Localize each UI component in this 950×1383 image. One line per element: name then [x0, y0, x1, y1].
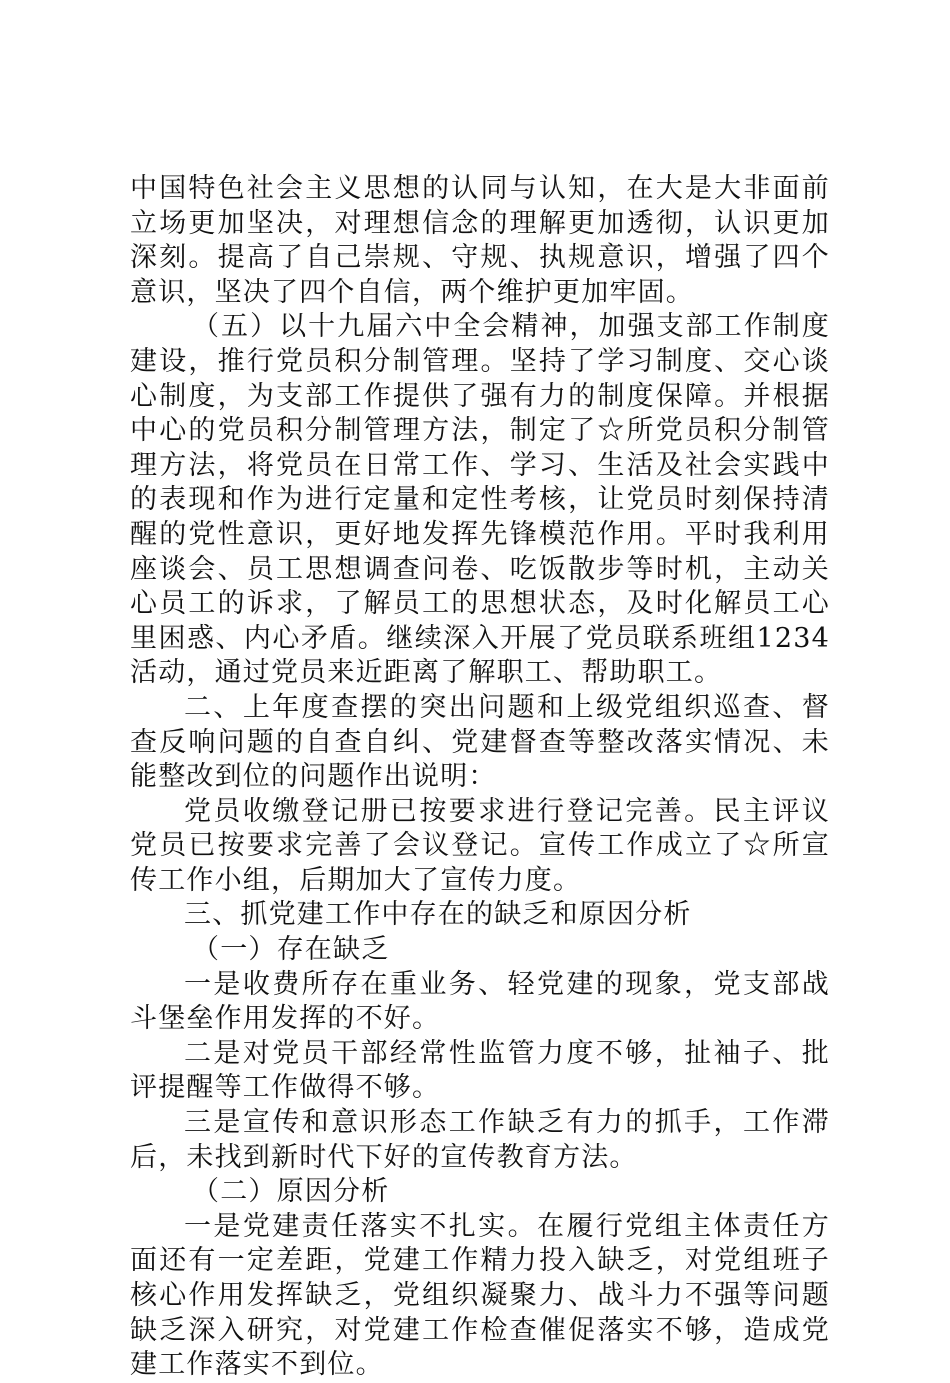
- paragraph-shortcoming-two: 二是对党员干部经常性监管力度不够，扯袖子、批评提醒等工作做得不够。: [130, 1037, 830, 1104]
- document-body: [130, 172, 830, 1383]
- subheading-cause-analysis: （二）原因分析: [192, 1176, 390, 1208]
- paragraph-shortcoming-three: 三是宣传和意识形态工作缺乏有力的抓手，工作滞后，未找到新时代下好的宣传教育方法。: [130, 1107, 830, 1173]
- paragraph-heading-two: 二、上年度查摆的突出问题和上级党组织巡查、督查反响问题的自查自纠、党建督查等整改落实情况、未能整改到位的问题作出说明：: [130, 691, 830, 793]
- paragraph-shortcoming-one: 一是收费所存在重业务、轻党建的现象，党支部战斗堡垒作用发挥的不好。: [130, 968, 830, 1035]
- paragraph-continuation: 中国特色社会主义思想的认同与认知，在大是大非面前立场更加坚决，对理想信念的理解更加透彻，认识更加深刻。提高了自己崇规、守规、执规意识，增强了四个意识，坚决了四个自信，两个维护更加牢固。: [130, 173, 830, 308]
- subheading-shortcomings: （一）存在缺乏: [192, 934, 390, 966]
- paragraph-heading-three: 三、抓党建工作中存在的缺乏和原因分析: [184, 899, 692, 931]
- paragraph-cause-one: 一是党建责任落实不扎实。在履行党组主体责任方面还有一定差距，党建工作精力投入缺乏，对党组班子核心作用发挥缺乏，党组织凝聚力、战斗力不强等问题缺乏深入研究，对党建工作检查催促落实不够，造成党建工作落实不到位。: [130, 1210, 830, 1381]
- paragraph-rectification: 党员收缴登记册已按要求进行登记完善。民主评议党员已按要求完善了会议登记。宣传工作成立了☆所宣传工作小组，后期加大了宣传力度。: [130, 795, 830, 896]
- paragraph-section-five: （五）以十九届六中全会精神，加强支部工作制度建设，推行党员积分制管理。坚持了学习制度、交心谈心制度，为支部工作提供了强有力的制度保障。并根据中心的党员积分制管理方法，制定了☆所党员积分制管理方法，将党员在日常工作、学习、生活及社会实践中的表现和作为进行定量和定性考核，让党员时刻保持清醒的党性意识，更好地发挥先锋模范作用。平时我利用座谈会、员工思想调查问卷、吃饭散步等时机，主动关心员工的诉求，了解员工的思想状态，及时化解员工心里困惑、内心矛盾。继续深入开展了党员联系班组1234活动，通过党员来近距离了解职工、帮助职工。: [130, 311, 830, 689]
